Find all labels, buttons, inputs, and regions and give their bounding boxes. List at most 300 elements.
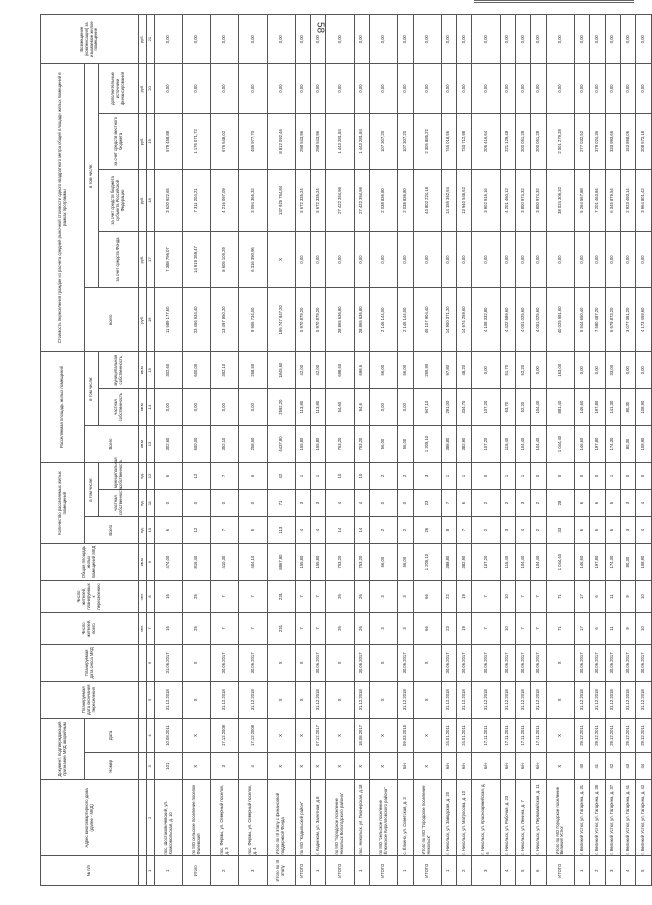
cell-rt: 12 xyxy=(183,517,211,544)
cell-dem: 30.06.2017 xyxy=(239,644,267,681)
cell-cr: 27 422 354,96 xyxy=(326,170,354,232)
cell-plan: 31.12.2018 xyxy=(472,681,500,718)
cell-addr: г. Никольск, ул. Ленина, д. 7 xyxy=(516,780,531,856)
cell-pl: 19 xyxy=(457,581,472,613)
cell-ct: 23 456 634,40 xyxy=(183,288,211,352)
cell-n: 2 xyxy=(211,856,239,886)
cell-cf: 0,00 xyxy=(636,231,652,288)
cell-cr: 6 345 879,54 xyxy=(605,170,620,232)
column-number-cell: 19 xyxy=(147,113,155,170)
cell-rp: 3 xyxy=(295,490,310,517)
table-stage xyxy=(40,14,652,886)
cell-ct: 5 970 879,20 xyxy=(311,288,326,352)
cell-cl: 745 018,56 xyxy=(441,113,456,170)
cell-rp: 28 xyxy=(546,490,574,517)
cell-cf: 0,00 xyxy=(398,231,413,288)
cell-dem: 30.06.2017 xyxy=(531,644,546,681)
cell-area: 104,40 xyxy=(531,544,546,581)
table-row xyxy=(621,15,636,886)
cell-num: 6/н xyxy=(516,753,531,780)
cell-am: 600,00 xyxy=(183,352,211,389)
cell-ce: 0,00 xyxy=(155,64,183,113)
cell-date: X xyxy=(413,718,441,752)
cell-rm: 6 xyxy=(155,462,183,489)
cell-res: 11 xyxy=(605,612,620,644)
hdr-cost: Стоимость переселения граждан из расчета средней рыночной стоимости одного квадратного метра общей площади жилых помещений в рамках программы xyxy=(41,64,85,352)
cell-cl: 1 443 281,84 xyxy=(354,113,369,170)
cell-pl: 26 xyxy=(326,581,354,613)
cell-ce: 0,00 xyxy=(267,64,295,113)
cell-dem: 31.06.2017 xyxy=(155,644,183,681)
cell-at: 80,30 xyxy=(621,426,636,463)
unit-cell: кв.м xyxy=(139,352,147,389)
column-number-cell: 15 xyxy=(147,352,155,389)
cell-rm: 0 xyxy=(636,462,652,489)
cell-cl: 107 307,20 xyxy=(398,113,413,170)
cell-n: 1 xyxy=(574,856,589,886)
cell-date: X xyxy=(370,718,398,752)
cell-cf: 8 605 105,29 xyxy=(211,231,239,288)
cell-rp: 3 xyxy=(621,490,636,517)
cell-n: 1 xyxy=(441,856,456,886)
hdr-cost-total: всего xyxy=(85,288,139,352)
cell-ap: 197,80 xyxy=(590,389,605,426)
cell-rt: 3 xyxy=(500,517,515,544)
cell-rm: 0 xyxy=(574,462,589,489)
cell-cr: 38 024 306,32 xyxy=(546,170,574,232)
cell-rb: 0,00 xyxy=(500,15,515,64)
cell-n: 3 xyxy=(472,856,500,886)
table-row xyxy=(370,15,398,886)
cell-ce: 0,00 xyxy=(211,64,239,113)
cell-cf: 0,00 xyxy=(500,231,515,288)
cell-ce: 0,00 xyxy=(531,64,546,113)
cell-at: 174,30 xyxy=(605,426,620,463)
cell-date: 29.12.2011 xyxy=(605,718,620,752)
cell-addr: г. Великий Устюг, ул. Гагарина, д. 42 xyxy=(636,780,652,856)
cell-pl: 26 xyxy=(354,581,369,613)
cell-res: 26 xyxy=(354,612,369,644)
cell-at: 108,90 xyxy=(636,426,652,463)
cell-rp: 0 xyxy=(155,490,183,517)
cell-at: 56,00 xyxy=(398,426,413,463)
cell-ap: 107,20 xyxy=(472,389,500,426)
cell-ap: 0,00 xyxy=(211,389,239,426)
cell-n: 3 xyxy=(605,856,620,886)
cell-rm: 10 xyxy=(354,462,369,489)
table-row xyxy=(267,15,295,886)
hdr-reimburse: Возмещение (компенсация) за изымаемое жилое помещение xyxy=(41,15,139,64)
cell-rb: 0,00 xyxy=(472,15,500,64)
cell-res: 66 xyxy=(413,612,441,644)
cell-cf: 0,00 xyxy=(457,231,472,288)
cell-dem: X xyxy=(370,644,398,681)
cell-plan: 31.12.2018 xyxy=(531,681,546,718)
cell-date: X xyxy=(546,718,574,752)
cell-area: 474,00 xyxy=(155,544,183,581)
cell-cf: 0,00 xyxy=(326,231,354,288)
cell-ap: 291,00 xyxy=(441,389,456,426)
cell-cf: 0,00 xyxy=(574,231,589,288)
cell-ct: 2 146 144,00 xyxy=(398,288,413,352)
cell-dem: 30.06.2017 xyxy=(457,644,472,681)
cell-ct: 4 173 459,60 xyxy=(636,288,652,352)
table-row xyxy=(183,15,211,886)
cell-date: X xyxy=(267,718,295,752)
cell-res: 7 xyxy=(239,612,267,644)
cell-n: ИТОГО xyxy=(295,856,310,886)
cell-cf: 7 388 796,07 xyxy=(155,231,183,288)
cell-date: 09.03.2015 xyxy=(398,718,413,752)
cell-am: 302,60 xyxy=(155,352,183,389)
top-rule-lines xyxy=(474,0,634,4)
cell-ap: 113,80 xyxy=(295,389,310,426)
cell-addr: пос. Никольск, ул. Пионерская, д.18 xyxy=(354,780,369,856)
cell-at: 753,20 xyxy=(354,426,369,463)
table-row xyxy=(155,15,183,886)
cell-n: 4 xyxy=(500,856,515,886)
cell-at: 258,50 xyxy=(239,426,267,463)
cell-rp: 6 xyxy=(574,490,589,517)
cell-rt: 4 xyxy=(295,517,310,544)
cell-rp: 0 xyxy=(398,490,413,517)
cell-cr: 5 672 335,24 xyxy=(295,170,310,232)
cell-pl: 7 xyxy=(516,581,531,613)
cell-ct: 3 077 361,20 xyxy=(621,288,636,352)
cell-cl: 676 648,02 xyxy=(211,113,239,170)
cell-date: 24.01.2011 xyxy=(441,718,456,752)
cell-rb: 0,00 xyxy=(211,15,239,64)
column-number-cell: 5 xyxy=(147,681,155,718)
cell-cf: X xyxy=(267,231,295,288)
table-row xyxy=(516,15,531,886)
cell-area: 8867,80 xyxy=(267,544,295,581)
cell-ct: 9 906 734,00 xyxy=(239,288,267,352)
cell-area: 155,80 xyxy=(311,544,326,581)
cell-rb: 0,00 xyxy=(295,15,310,64)
table-row xyxy=(636,15,652,886)
cell-area: 197,80 xyxy=(590,544,605,581)
cell-num: 42 xyxy=(605,753,620,780)
cell-plan: 31.12.2018 xyxy=(516,681,531,718)
cell-rb: 0,00 xyxy=(636,15,652,64)
table-row xyxy=(211,15,239,886)
cell-cf: 0,00 xyxy=(546,231,574,288)
cell-rp: 2 xyxy=(472,490,500,517)
cell-res: 10 xyxy=(500,612,515,644)
cell-dem: 30.06.2017 xyxy=(636,644,652,681)
cell-num: 43 xyxy=(621,753,636,780)
cell-n: 1 xyxy=(155,856,183,886)
cell-res: 19 xyxy=(457,612,472,644)
cell-rb: 0,00 xyxy=(239,15,267,64)
cell-ce: 0,00 xyxy=(457,64,472,113)
cell-cr: 5 672 335,24 xyxy=(311,170,326,232)
cell-ap: 0,00 xyxy=(239,389,267,426)
cell-cr: 3 620 922,65 xyxy=(155,170,183,232)
hdr-rooms-municipal: муниципальная собственность xyxy=(99,462,139,489)
cell-rt: 4 xyxy=(636,517,652,544)
column-number-cell: 3 xyxy=(147,753,155,780)
cell-rt: 7 xyxy=(211,517,239,544)
cell-rb: 0,00 xyxy=(441,15,456,64)
cell-date: X xyxy=(183,718,211,752)
cell-ap: 54,60 xyxy=(326,389,354,426)
cell-cf: 0,00 xyxy=(590,231,605,288)
cell-cl: 2 001 279,28 xyxy=(546,113,574,170)
cell-rp: 4 xyxy=(354,490,369,517)
cell-n: ИТОГО xyxy=(370,856,398,886)
cell-ct: 7 580 487,20 xyxy=(590,288,605,352)
cell-ap: 0,00 xyxy=(155,389,183,426)
cell-plan: 31.12.2018 xyxy=(574,681,589,718)
table-row xyxy=(472,15,500,886)
cell-cr: 3 800 974,32 xyxy=(531,170,546,232)
cell-plan: 31.12.2018 xyxy=(311,681,326,718)
cell-res: 71 xyxy=(546,612,574,644)
table-row xyxy=(500,15,515,886)
table-row xyxy=(546,15,574,886)
cell-dem: 30.06.2017 xyxy=(500,644,515,681)
cell-dem: X xyxy=(546,644,574,681)
cell-ap: 947,10 xyxy=(413,389,441,426)
cell-ap: 141,30 xyxy=(605,389,620,426)
column-number-cell: 7 xyxy=(147,612,155,644)
cell-cf: 0,00 xyxy=(605,231,620,288)
cell-n: Итого xyxy=(183,856,211,886)
column-number-cell: 8 xyxy=(147,581,155,613)
hdr-demolition: Планируемая дата сноса МКД xyxy=(41,644,139,681)
cell-pl: 25 xyxy=(183,581,211,613)
cell-date: X xyxy=(295,718,310,752)
cell-cl: 733 712,98 xyxy=(457,113,472,170)
column-number-cell: 18 xyxy=(147,170,155,232)
hdr-area-municipal: муниципальная собственность xyxy=(99,352,139,389)
cell-cr: 7 311 204,21 xyxy=(183,170,211,232)
cell-rp: 0 xyxy=(239,490,267,517)
cell-ct: 28 865 636,80 xyxy=(354,288,369,352)
cell-cl: 1 176 071,72 xyxy=(183,113,211,170)
column-number-cell: 1 xyxy=(147,856,155,886)
unit-cell: чел. xyxy=(139,581,147,613)
cell-addr: г. Кадником, ул. Залетная, д.8 xyxy=(311,780,326,856)
unit-cell: руб. xyxy=(139,288,147,352)
cell-am: 52,20 xyxy=(516,352,531,389)
cell-rm: 2 xyxy=(398,462,413,489)
cell-cl: 8 812 092,46 xyxy=(267,113,295,170)
cell-res: 7 xyxy=(516,612,531,644)
cell-addr: г. Великий Устюг, ул. Гагарина, д. 35 xyxy=(590,780,605,856)
cell-date: 29.12.2011 xyxy=(590,718,605,752)
cell-num: X xyxy=(546,753,574,780)
cell-ct: 5 544 650,40 xyxy=(574,288,589,352)
cell-rm: 5 xyxy=(239,462,267,489)
units-row xyxy=(139,15,147,886)
cell-area: 404,10 xyxy=(239,544,267,581)
cell-at: 155,80 xyxy=(311,426,326,463)
cell-res: 17 xyxy=(574,612,589,644)
cell-ct: 4 422 589,60 xyxy=(500,288,515,352)
cell-rp: 4 xyxy=(326,490,354,517)
cell-rb: 0,00 xyxy=(311,15,326,64)
cell-addr: по МО сельское поселение поселок Фалевский xyxy=(183,780,211,856)
unit-cell: чел. xyxy=(139,612,147,644)
cell-num: 6/н xyxy=(472,753,500,780)
cell-cl: 277 032,52 xyxy=(574,113,589,170)
cell-cr: 43 802 224,18 xyxy=(413,170,441,232)
cell-pl: 22 xyxy=(441,581,456,613)
cell-cl: 221 129,48 xyxy=(500,113,515,170)
cell-area: 104,40 xyxy=(516,544,531,581)
cell-num: X xyxy=(370,753,398,780)
cell-n: 1 xyxy=(354,856,369,886)
cell-rb: 0,00 xyxy=(590,15,605,64)
cell-rt: 2 xyxy=(370,517,398,544)
cell-ct: 4 108 332,80 xyxy=(472,288,500,352)
cell-cf: 6 316 390,96 xyxy=(239,231,267,288)
cell-date: 07.12.2017 xyxy=(311,718,326,752)
hdr-address: Адрес многоквартирного дома (далее - МКД) xyxy=(41,780,139,856)
cell-ap: 0,00 xyxy=(183,389,211,426)
cell-am: 97,80 xyxy=(441,352,456,389)
cell-dem: 30.06.2017 xyxy=(516,644,531,681)
cell-rp: 0 xyxy=(211,490,239,517)
cell-at: 104,40 xyxy=(531,426,546,463)
cell-cl: 200 051,28 xyxy=(516,113,531,170)
cell-ap: 80,30 xyxy=(621,389,636,426)
cell-rt: 6 xyxy=(155,517,183,544)
cell-num: X xyxy=(413,753,441,780)
cell-n: ИТОГО xyxy=(546,856,574,886)
cell-rb: 0,00 xyxy=(155,15,183,64)
cell-num: 101 xyxy=(155,753,183,780)
cell-num: 4 xyxy=(239,753,267,780)
unit-cell: руб. xyxy=(139,170,147,232)
cell-n: 4 xyxy=(621,856,636,886)
cell-date: 10.08.2011 xyxy=(155,718,183,752)
cell-n: ИТОГО xyxy=(326,856,354,886)
cell-plan: X xyxy=(413,681,441,718)
cell-plan: 31.12.2018 xyxy=(239,681,267,718)
cell-rb: 0,00 xyxy=(621,15,636,64)
cell-am: 0,00 xyxy=(590,352,605,389)
cell-rm: 1 xyxy=(441,462,456,489)
cell-num: X xyxy=(295,753,310,780)
cell-res: 7 xyxy=(211,612,239,644)
table-row xyxy=(605,15,620,886)
cell-cr: 3 964 801,42 xyxy=(636,170,652,232)
cell-am: 258,50 xyxy=(239,352,267,389)
hdr-cost-region: за счет средств бюджета субъекта Российской Федерации xyxy=(99,170,139,232)
column-number-cell: 14 xyxy=(147,389,155,426)
cell-ce: 0,00 xyxy=(636,64,652,113)
cell-cf: 0,00 xyxy=(354,231,369,288)
unit-cell: кв.м xyxy=(139,426,147,463)
hdr-num: № п/п xyxy=(41,856,139,886)
cell-rp: 6 xyxy=(457,490,472,517)
cell-at: 1 044,40 xyxy=(546,426,574,463)
cell-res: 16 xyxy=(155,612,183,644)
cell-at: 115,40 xyxy=(500,426,515,463)
hdr-total-area: Общая площадь жилых помещений МКД xyxy=(41,544,139,581)
cell-am: 33,00 xyxy=(605,352,620,389)
table-row xyxy=(326,15,354,886)
cell-pl: 9 xyxy=(621,581,636,613)
hdr-rooms-private: частная собственность xyxy=(99,490,139,517)
cell-n: 1 xyxy=(398,856,413,886)
table-row xyxy=(398,15,413,886)
cell-ap: 54,6 xyxy=(354,389,369,426)
cell-cr: 2 038 836,80 xyxy=(370,170,398,232)
table-row xyxy=(311,15,326,886)
cell-rm: 0 xyxy=(590,462,605,489)
cell-rp: 7 xyxy=(441,490,456,517)
cell-am: 0,00 xyxy=(621,352,636,389)
cell-res: 3 xyxy=(370,612,398,644)
cell-rb: 0,00 xyxy=(546,15,574,64)
unit-cell: руб. xyxy=(139,231,147,288)
cell-date: 18.08.2017 xyxy=(354,718,369,752)
cell-dem: 30.06.2017 xyxy=(590,644,605,681)
column-number-row xyxy=(147,15,155,886)
cell-ct: 13 497 850,20 xyxy=(211,288,239,352)
cell-plan: 31.12.2018 xyxy=(155,681,183,718)
cell-rt: 14 xyxy=(354,517,369,544)
cell-ct: 186 747 847,20 xyxy=(267,288,295,352)
cell-rb: 0,00 xyxy=(413,15,441,64)
cell-rt: 113 xyxy=(267,517,295,544)
cell-area: 56,00 xyxy=(370,544,398,581)
table-row xyxy=(457,15,472,886)
cell-rt: 6 xyxy=(590,517,605,544)
cell-rb: 0,00 xyxy=(398,15,413,64)
cell-addr: по МО "городское поселение Никольск Вологодского района" xyxy=(326,780,354,856)
unit-cell: ед. xyxy=(139,490,147,517)
cell-am: 352,10 xyxy=(211,352,239,389)
cell-ce: 0,00 xyxy=(621,64,636,113)
rotated-table-wrapper xyxy=(40,14,652,886)
cell-cf: 0,00 xyxy=(516,231,531,288)
cell-plan: X xyxy=(267,681,295,718)
cell-rb: 0,00 xyxy=(574,15,589,64)
cell-ct: 40 025 581,60 xyxy=(546,288,574,352)
cell-cr: 2 038 836,80 xyxy=(398,170,413,232)
cell-cf: 0,00 xyxy=(441,231,456,288)
cell-rt: 2 xyxy=(472,517,500,544)
cell-pl: 7 xyxy=(531,581,546,613)
cell-ap: 146,60 xyxy=(574,389,589,426)
column-number-cell: 20 xyxy=(147,64,155,113)
unit-cell: ед. xyxy=(139,462,147,489)
table-row xyxy=(441,15,456,886)
cell-dem: X xyxy=(413,644,441,681)
cell-ap: 63,70 xyxy=(500,389,515,426)
cell-ce: 0,00 xyxy=(441,64,456,113)
cell-ct: 6 679 873,20 xyxy=(605,288,620,352)
cell-cf: 0,00 xyxy=(413,231,441,288)
cell-rm: 1 xyxy=(500,462,515,489)
cell-cf: 14 919 269,47 xyxy=(183,231,211,288)
cell-cl: 107 307,20 xyxy=(370,113,398,170)
cell-ap: 0,00 xyxy=(370,389,398,426)
cell-ap: 2592,20 xyxy=(267,389,295,426)
cell-date: 17.12.2008 xyxy=(239,718,267,752)
cell-area: 107,20 xyxy=(472,544,500,581)
hdr-planned-residents: Число жителей, планируемых к переселению xyxy=(41,581,139,613)
cell-addr: пос. Шостаковичевский, ул. Комсомольская, д. 10 xyxy=(155,780,183,856)
cell-cr: 13 940 546,62 xyxy=(457,170,472,232)
cell-ce: 0,00 xyxy=(398,64,413,113)
